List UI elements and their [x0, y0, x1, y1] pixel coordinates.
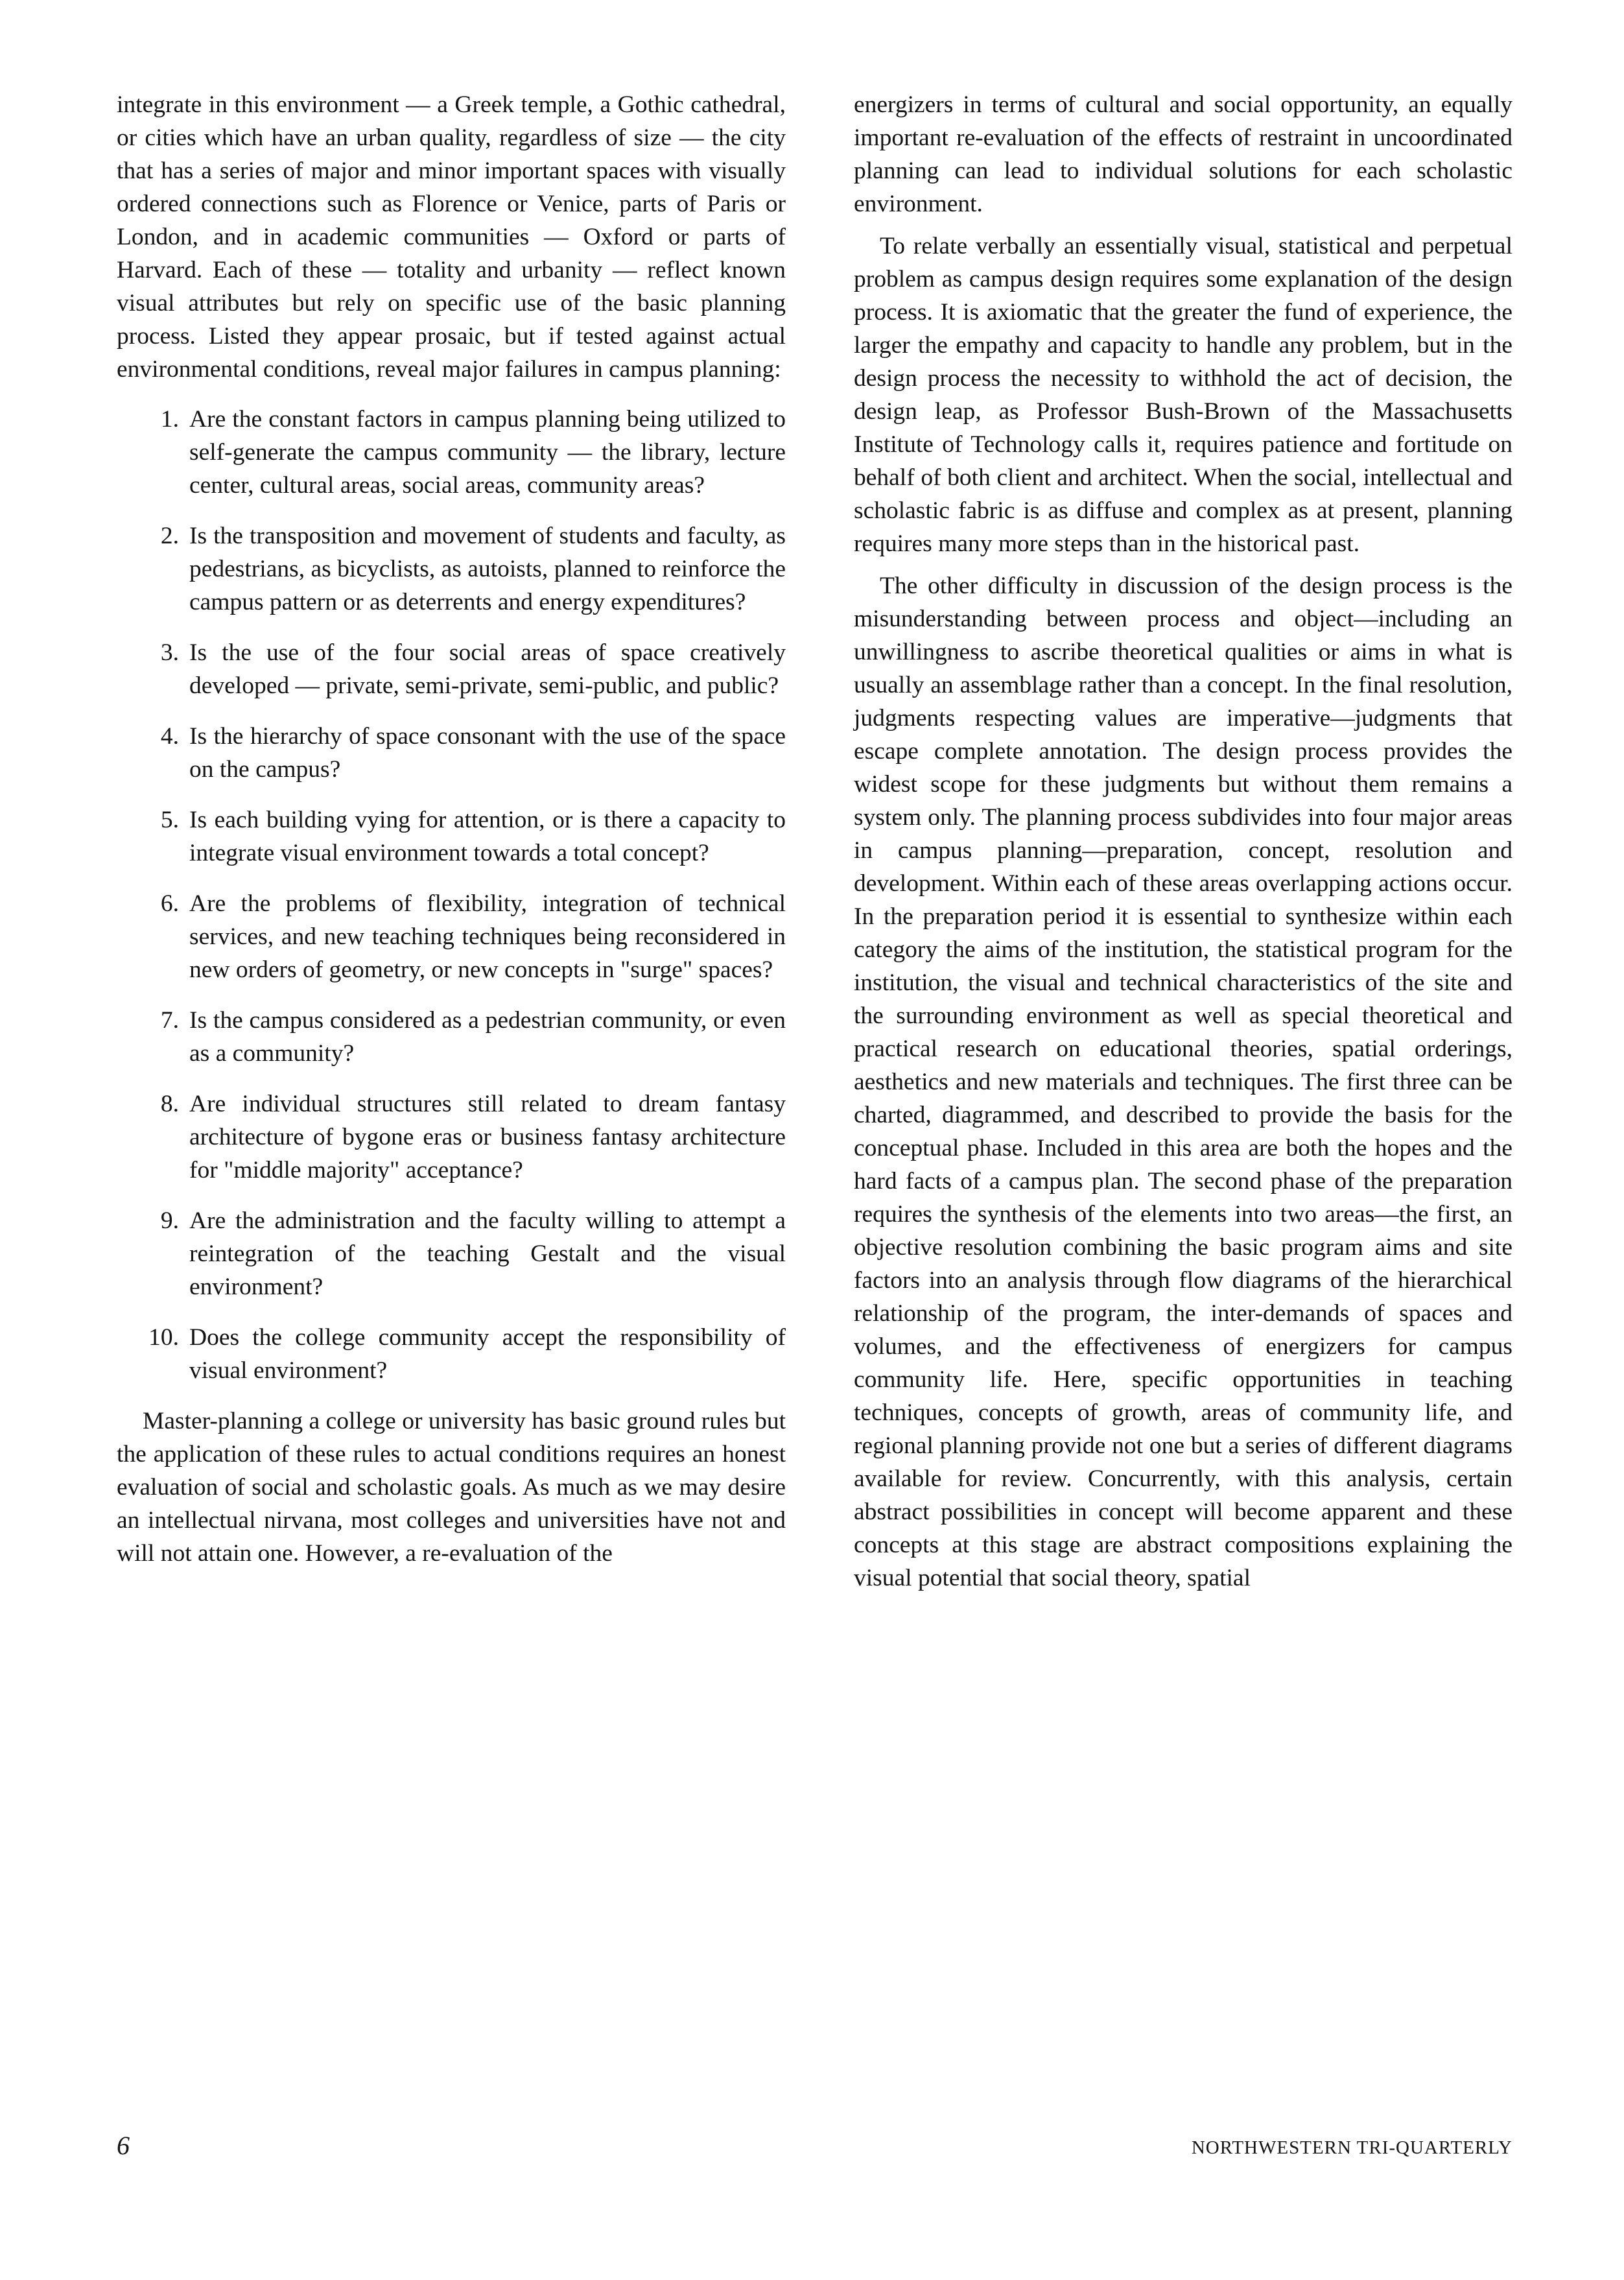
- master-planning-paragraph: Master-planning a college or university has basic ground rules but the application of these rules to actual conditions requires an honest evaluation of social and scholastic goals. As much as we may desire an intellectual nirvana, most colleges and universities have not and will not attain one. However, a re-evaluation of the: [117, 1408, 786, 1567]
- list-item-text: Is the campus considered as a pedestrian community, or even as a community?: [189, 1007, 786, 1067]
- list-item-number: 7.: [160, 1007, 179, 1034]
- list-item-text: Are the administration and the faculty willing to attempt a reintegration of the teaching Gestalt and the visual environment?: [189, 1207, 786, 1300]
- design-process-paragraph: To relate verbally an essentially visual, statistical and perpetual problem as campus design requires some explanation of the design process. It is axiomatic that the greater the fund of experience, the larger the empathy and capacity to handle any problem, but in the design process the necessity to withhold the act of decision, the design leap, as Professor Bush-Brown of the Massachusetts Institute of Technology calls it, requires patience and fortitude on behalf of both client and architect. When the social, intellectual and scholastic fabric is as diffuse and complex as at present, planning requires many more steps than in the historical past.: [854, 233, 1512, 557]
- list-item: [117, 636, 786, 702]
- list-item: [117, 1087, 786, 1187]
- list-item-text: Is each building vying for attention, or is there a capacity to integrate visual environment towards a total concept?: [189, 807, 786, 866]
- right-column: [854, 88, 1512, 1595]
- page-number: 6: [117, 2131, 130, 2160]
- list-item-text: Are individual structures still related to dream fantasy architecture of bygone eras or business fantasy architecture for "middle majority" acceptance?: [189, 1091, 786, 1183]
- list-item-text: Is the hierarchy of space consonant with the use of the space on the campus?: [189, 723, 786, 783]
- list-item-number: 8.: [160, 1091, 179, 1117]
- list-item-text: Does the college community accept the responsibility of visual environment?: [189, 1324, 786, 1384]
- list-item-text: Are the constant factors in campus planning being utilized to self-generate the campus community — the library, lecture center, cultural areas, social areas, community areas?: [189, 406, 786, 499]
- list-item-text: Is the use of the four social areas of space creatively developed — private, semi-private, semi-public, and public?: [189, 639, 786, 699]
- continuation-paragraph: energizers in terms of cultural and social opportunity, an equally important re-evaluation of the effects of restraint in uncoordinated planning can lead to individual solutions for each scholastic environment.: [854, 91, 1512, 217]
- list-item-number: 9.: [160, 1207, 179, 1234]
- list-item: [117, 1204, 786, 1303]
- list-item-number: 4.: [160, 723, 179, 750]
- list-item: [117, 1321, 786, 1387]
- list-item-text: Is the transposition and movement of students and faculty, as pedestrians, as bicyclists, as autoists, planned to reinforce the campus pattern or as deterrents and energy expenditures?: [189, 523, 786, 615]
- design-difficulty-paragraph: The other difficulty in discussion of the design process is the misunderstanding between process and object—including an unwillingness to ascribe theoretical qualities or aims in what is usually an assemblage rather than a concept. In the final resolution, judgments respecting values are imperative—judgments that escape complete annotation. The design process provides the widest scope for these judgments but without them remains a system only. The planning process subdivides into four major areas in campus planning—preparation, concept, resolution and development. Within each of these areas overlapping actions occur. In the preparation period it is essential to synthesize within each category the aims of the institution, the statistical program for the institution, the visual and technical characteristics of the site and the surrounding environment as well as special theoretical and practical research on educational theories, spatial orderings, aesthetics and new materials and techniques. The first three can be charted, diagrammed, and described to provide the basis for the conceptual phase. Included in this area are both the hopes and the hard facts of a campus plan. The second phase of the preparation requires the synthesis of the elements into two areas—the first, an objective resolution combining the basic program aims and site factors into an analysis through flow diagrams of the hierarchical relationship of the program, the inter-demands of spaces and volumes, and the effectiveness of energizers for campus community life. Here, specific opportunities in teaching techniques, concepts of growth, areas of community life, and regional planning provide not one but a series of different diagrams available for review. Concurrently, with this analysis, certain abstract possibilities in concept will become apparent and these concepts at this stage are abstract compositions explaining the visual potential that social theory, spatial: [854, 573, 1512, 1591]
- list-item-number: 3.: [160, 639, 179, 666]
- list-item: [117, 887, 786, 986]
- list-item: [117, 803, 786, 870]
- list-item-number: 6.: [160, 890, 179, 917]
- list-item-number: 10.: [148, 1324, 179, 1351]
- list-item-text: Are the problems of flexibility, integration of technical services, and new teaching techniques being reconsidered in new orders of geometry, or new concepts in "surge" spaces?: [189, 890, 786, 983]
- list-item: [117, 403, 786, 502]
- list-item-number: 2.: [160, 523, 179, 549]
- left-column: [117, 88, 786, 1570]
- list-item-number: 5.: [160, 807, 179, 833]
- intro-paragraph: integrate in this environment — a Greek temple, a Gothic cathedral, or cities which have an urban quality, regardless of size — the city that has a series of major and minor important spaces with visually ordered connections such as Florence or Venice, parts of Paris or London, and in academic communities — Oxford or parts of Harvard. Each of these — totality and urbanity — reflect known visual attributes but rely on specific use of the basic planning process. Listed they appear prosaic, but if tested against actual environmental conditions, reveal major failures in campus planning:: [117, 91, 786, 383]
- list-item: [117, 1004, 786, 1070]
- list-item-number: 1.: [160, 406, 179, 433]
- list-item: [117, 720, 786, 786]
- planning-questions-list: [117, 403, 786, 1387]
- list-item: [117, 519, 786, 619]
- running-footer: NORTHWESTERN TRI-QUARTERLY: [1191, 2137, 1512, 2158]
